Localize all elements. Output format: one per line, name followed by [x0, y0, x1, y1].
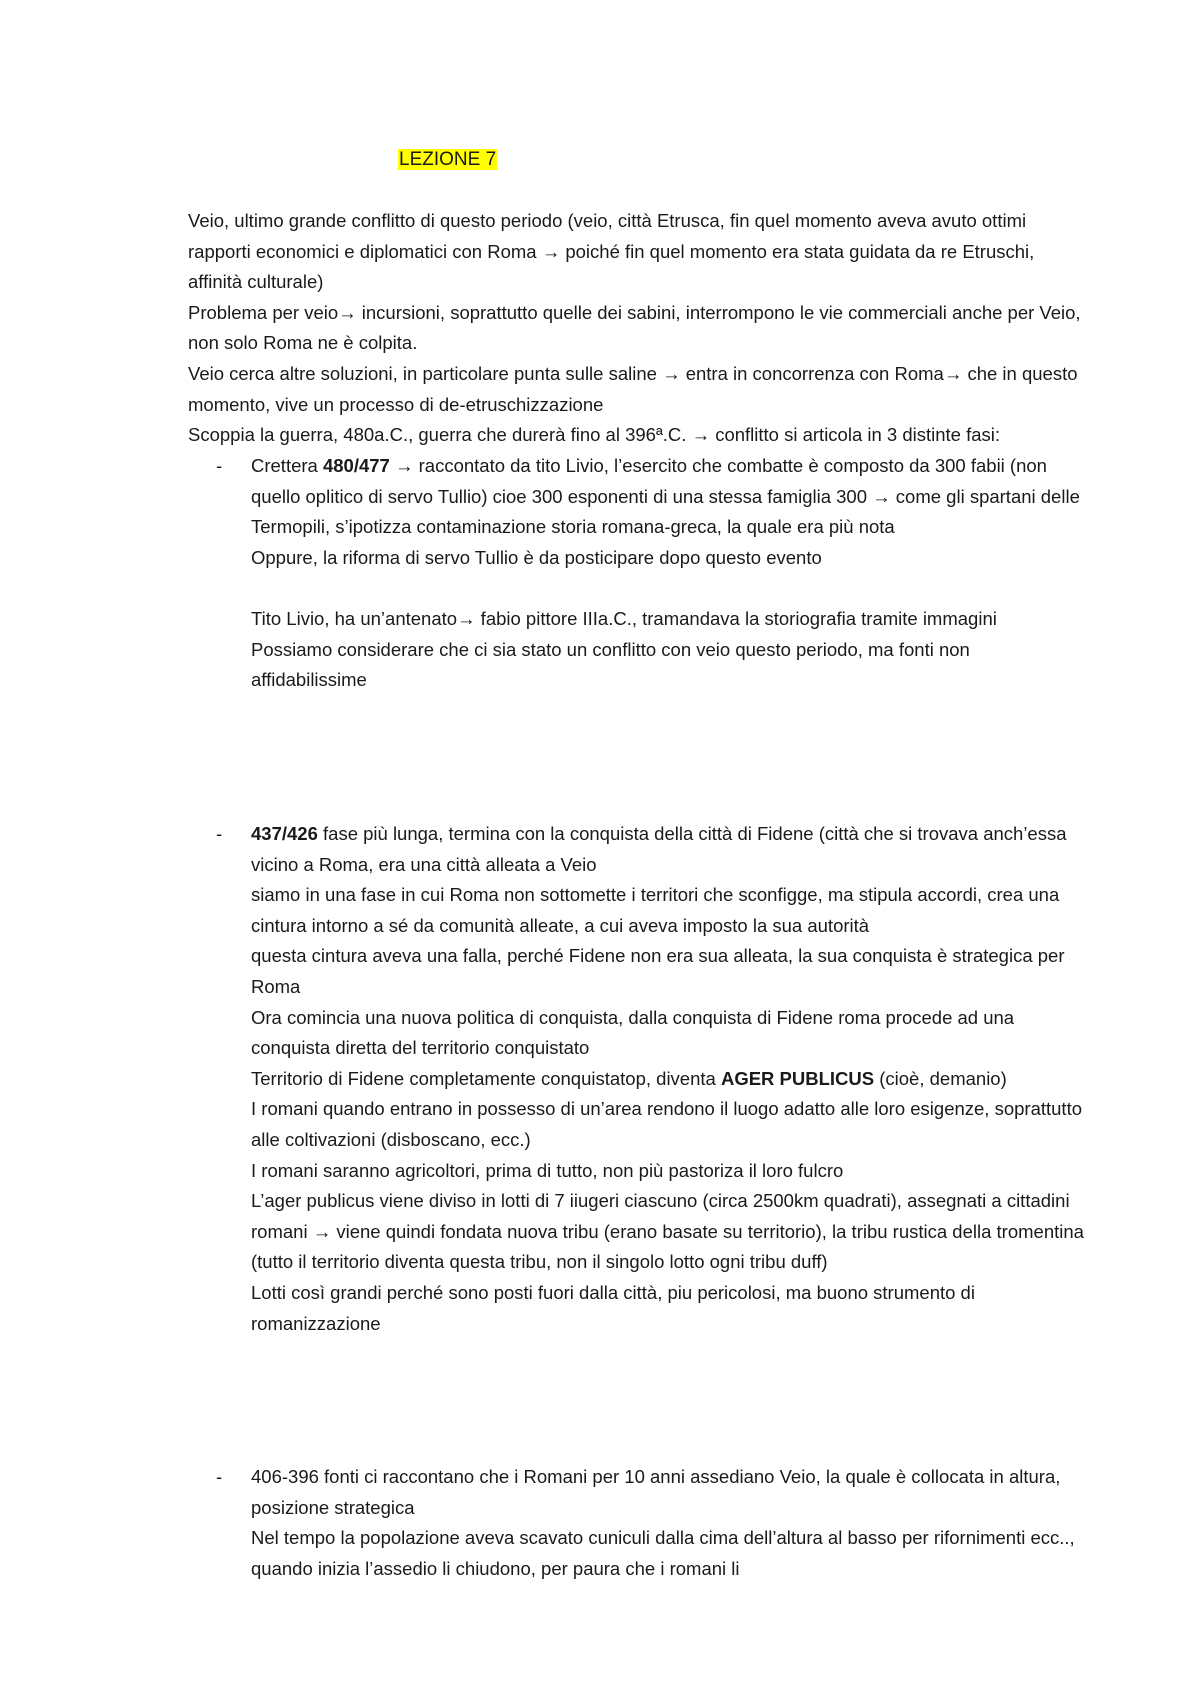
- ager-text-after: (cioè, demanio): [874, 1067, 1007, 1089]
- phase-1-text: → raccontato da tito Livio, l’esercito che combatte è composto da 300 fabii (non quello oplitico di servo Tullio) cioe 300 esponenti di una stessa famiglia 300 → come gli spartani delle Termopili, s’ipotizza contaminazione storia romana-greca, la quale era più nota: [251, 455, 1080, 538]
- phase-3-paragraph: Nel tempo la popolazione aveva scavato cuniculi dalla cima dell’altura al basso per rifornimenti ecc.., quando inizia l’assedio li chiudono, per paura che i romani li: [251, 1527, 1075, 1579]
- phase-2-paragraph: [251, 819, 1086, 880]
- phase-2-date: 437/426: [251, 823, 318, 844]
- ager-text-before: Territorio di Fidene completamente conquistatop, diventa: [251, 1067, 721, 1089]
- phase-1-item: [188, 451, 1088, 696]
- bullet-dash: -: [216, 455, 223, 476]
- phase-1-paragraph: Tito Livio, ha un’antenato→ fabio pittore IIIa.C., tramandava la storiografia tramite immagini: [251, 607, 997, 629]
- intro-paragraph: Problema per veio→ incursioni, soprattutto quelle dei sabini, interrompono le vie commerciali anche per Veio, non solo Roma ne è colpita.: [188, 301, 1081, 354]
- phase-2-text: fase più lunga, termina con la conquista della città di Fidene (città che si trovava anch’essa vicino a Roma, era una città alleata a Veio: [251, 823, 1067, 875]
- phase-3-item: [188, 1462, 1088, 1584]
- phase-1-paragraph: Oppure, la riforma di servo Tullio è da posticipare dopo questo evento: [251, 546, 822, 568]
- phase-2-paragraph: siamo in una fase in cui Roma non sottomette i territori che sconfigge, ma stipula accordi, crea una cintura intorno a sé da comunità alleate, a cui aveva imposto la sua autorità: [251, 884, 1060, 936]
- phase-3-paragraph: 406-396 fonti ci raccontano che i Romani per 10 anni assediano Veio, la quale è collocata in altura, posizione strategica: [251, 1466, 1061, 1518]
- bullet-dash: -: [216, 823, 223, 844]
- intro-paragraph: Veio cerca altre soluzioni, in particolare punta sulle saline → entra in concorrenza con Roma→ che in questo momento, vive un processo di de-etruschizzazione: [188, 362, 1078, 415]
- phase-1-paragraph: Possiamo considerare che ci sia stato un conflitto con veio questo periodo, ma fonti non affidabilissime: [251, 638, 970, 691]
- bullet-dash: -: [216, 1466, 223, 1487]
- phase-2-paragraph: I romani quando entrano in possesso di un’area rendono il luogo adatto alle loro esigenze, soprattutto alle coltivazioni (disboscano, ecc.): [251, 1098, 1083, 1150]
- phase-1-date: 480/477: [322, 455, 390, 476]
- phase-2-paragraph: [251, 1064, 1086, 1095]
- phase-2-paragraph: I romani saranno agricoltori, prima di tutto, non più pastoriza il loro fulcro: [251, 1159, 844, 1181]
- phase-2-paragraph: Lotti così grandi perché sono posti fuori dalla città, piu pericolosi, ma buono strumento di romanizzazione: [251, 1281, 975, 1334]
- phase-2-paragraph: L’ager publicus viene diviso in lotti di 7 iiugeri ciascuno (circa 2500km quadrati), assegnati a cittadini romani → viene quindi fondata nuova tribu (erano basate su territorio), la tribu rustica della tromentina (tutto il territorio diventa questa tribu, non il singolo lotto ogni tribu duff): [251, 1190, 1084, 1273]
- phase-2-paragraph: Ora comincia una nuova politica di conquista, dalla conquista di Fidene roma procede ad una conquista diretta del territorio conquistato: [251, 1006, 1015, 1059]
- title-container: [398, 144, 497, 175]
- phase-1-paragraph: [251, 451, 1086, 543]
- intro-section: [188, 206, 1088, 451]
- phase-2-item: [188, 819, 1088, 1339]
- ager-publicus-term: AGER PUBLICUS: [720, 1067, 875, 1089]
- intro-paragraph: Scoppia la guerra, 480a.C., guerra che durerà fino al 396ª.C. → conflitto si articola in 3 distinte fasi:: [188, 424, 1001, 446]
- page-title: LEZIONE 7: [399, 149, 497, 170]
- phase-2-paragraph: questa cintura aveva una falla, perché Fidene non era sua alleata, la sua conquista è strategica per Roma: [251, 945, 1065, 997]
- phase-1-prefix: Crettera: [251, 455, 323, 476]
- intro-paragraph: Veio, ultimo grande conflitto di questo periodo (veio, città Etrusca, fin quel momento aveva avuto ottimi rapporti economici e diplomatici con Roma → poiché fin quel momento era stata guidata da re Etruschi, affinità culturale): [188, 210, 1035, 293]
